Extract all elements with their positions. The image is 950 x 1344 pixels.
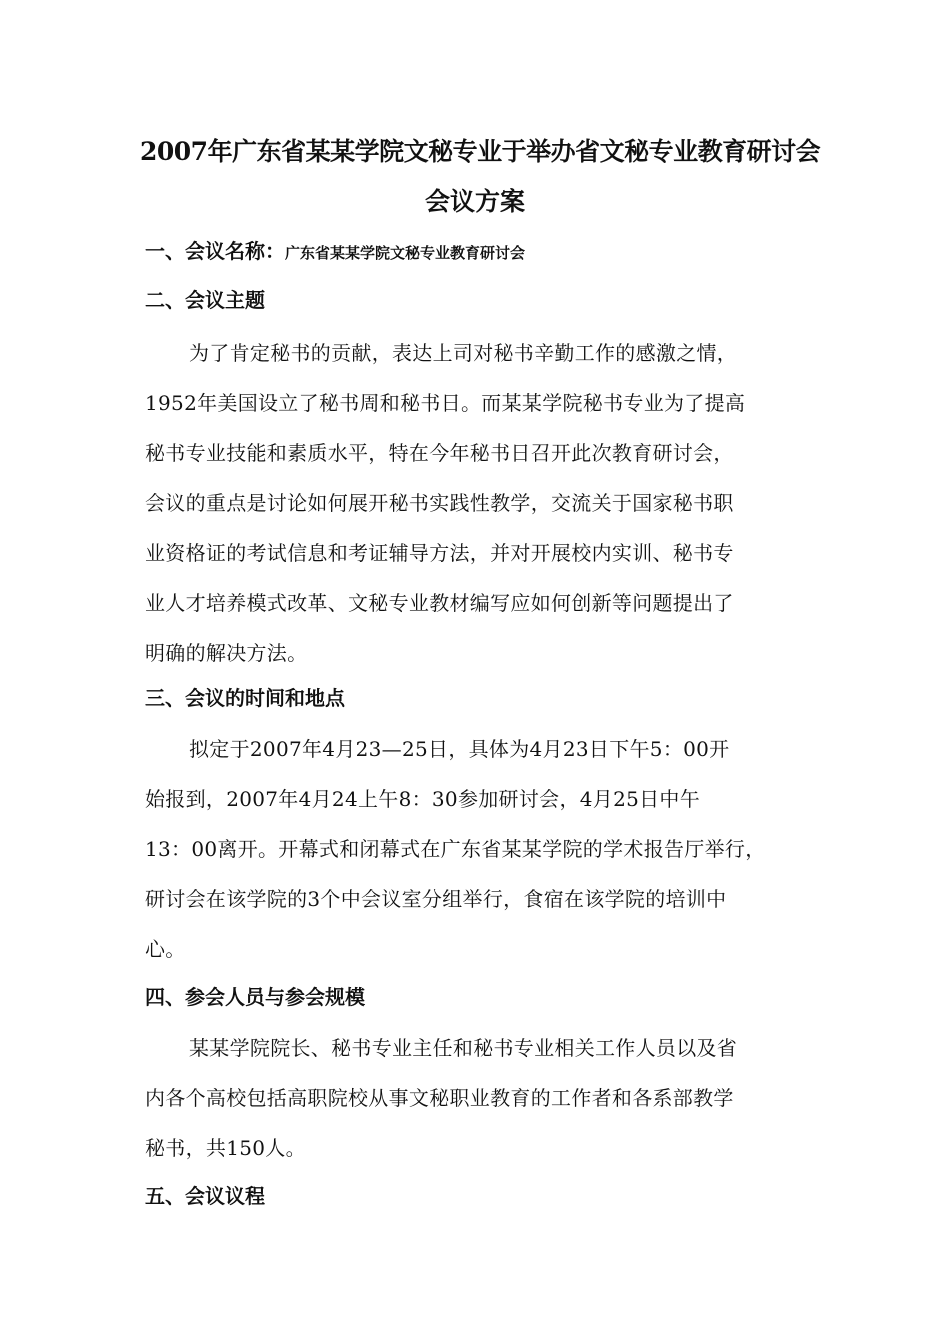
paragraph-line: 秘书专业技能和素质水平，特在今年秘书日召开此次教育研讨会， [145,441,734,465]
section-heading-time-place: 三、会议的时间和地点 [145,686,345,710]
section-heading-theme: 二、会议主题 [145,288,265,312]
paragraph-line: 研讨会在该学院的3个中会议室分组举行，食宿在该学院的培训中 [145,887,727,911]
section-heading-attendees: 四、参会人员与参会规模 [145,985,365,1009]
paragraph-line: 内各个高校包括高职院校从事文秘职业教育的工作者和各系部教学 [145,1086,734,1110]
section-heading-agenda: 五、会议议程 [145,1184,265,1208]
paragraph-line: 为了肯定秘书的贡献，表达上司对秘书辛勤工作的感激之情， [189,341,738,365]
time-place-paragraph [145,724,825,974]
paragraph-line: 秘书，共150人。 [145,1136,306,1160]
attendees-paragraph [145,1023,825,1173]
paragraph-line: 13：00离开。开幕式和闭幕式在广东省某某学院的学术报告厅举行， [145,837,766,861]
paragraph-line: 心。 [145,937,186,961]
paragraph-line: 会议的重点是讨论如何展开秘书实践性教学，交流关于国家秘书职 [145,491,734,515]
paragraph-line: 业人才培养模式改革、文秘专业教材编写应如何创新等问题提出了 [145,591,734,615]
paragraph-line: 某某学院院长、秘书专业主任和秘书专业相关工作人员以及省 [189,1036,738,1060]
theme-paragraph [145,328,825,678]
paragraph-line: 始报到，2007年4月24上午8：30参加研讨会，4月25日中午 [145,787,701,811]
paragraph-line: 业资格证的考试信息和考证辅导方法，并对开展校内实训、秘书专 [145,541,734,565]
document-title: 2007年广东省某某学院文秘专业于举办省文秘专业教育研讨会 [140,137,821,166]
meeting-name-value: 广东省某某学院文秘专业教育研讨会 [285,244,526,262]
document-subtitle: 会议方案 [424,187,525,216]
paragraph-line: 1952年美国设立了秘书周和秘书日。而某某学院秘书专业为了提高 [145,391,746,415]
section-heading-meeting-name [145,236,525,268]
paragraph-line: 明确的解决方法。 [145,641,308,665]
paragraph-line: 拟定于2007年4月23—25日，具体为4月23日下午5：00开 [189,737,730,761]
section-heading-label: 一、会议名称： [145,239,285,263]
